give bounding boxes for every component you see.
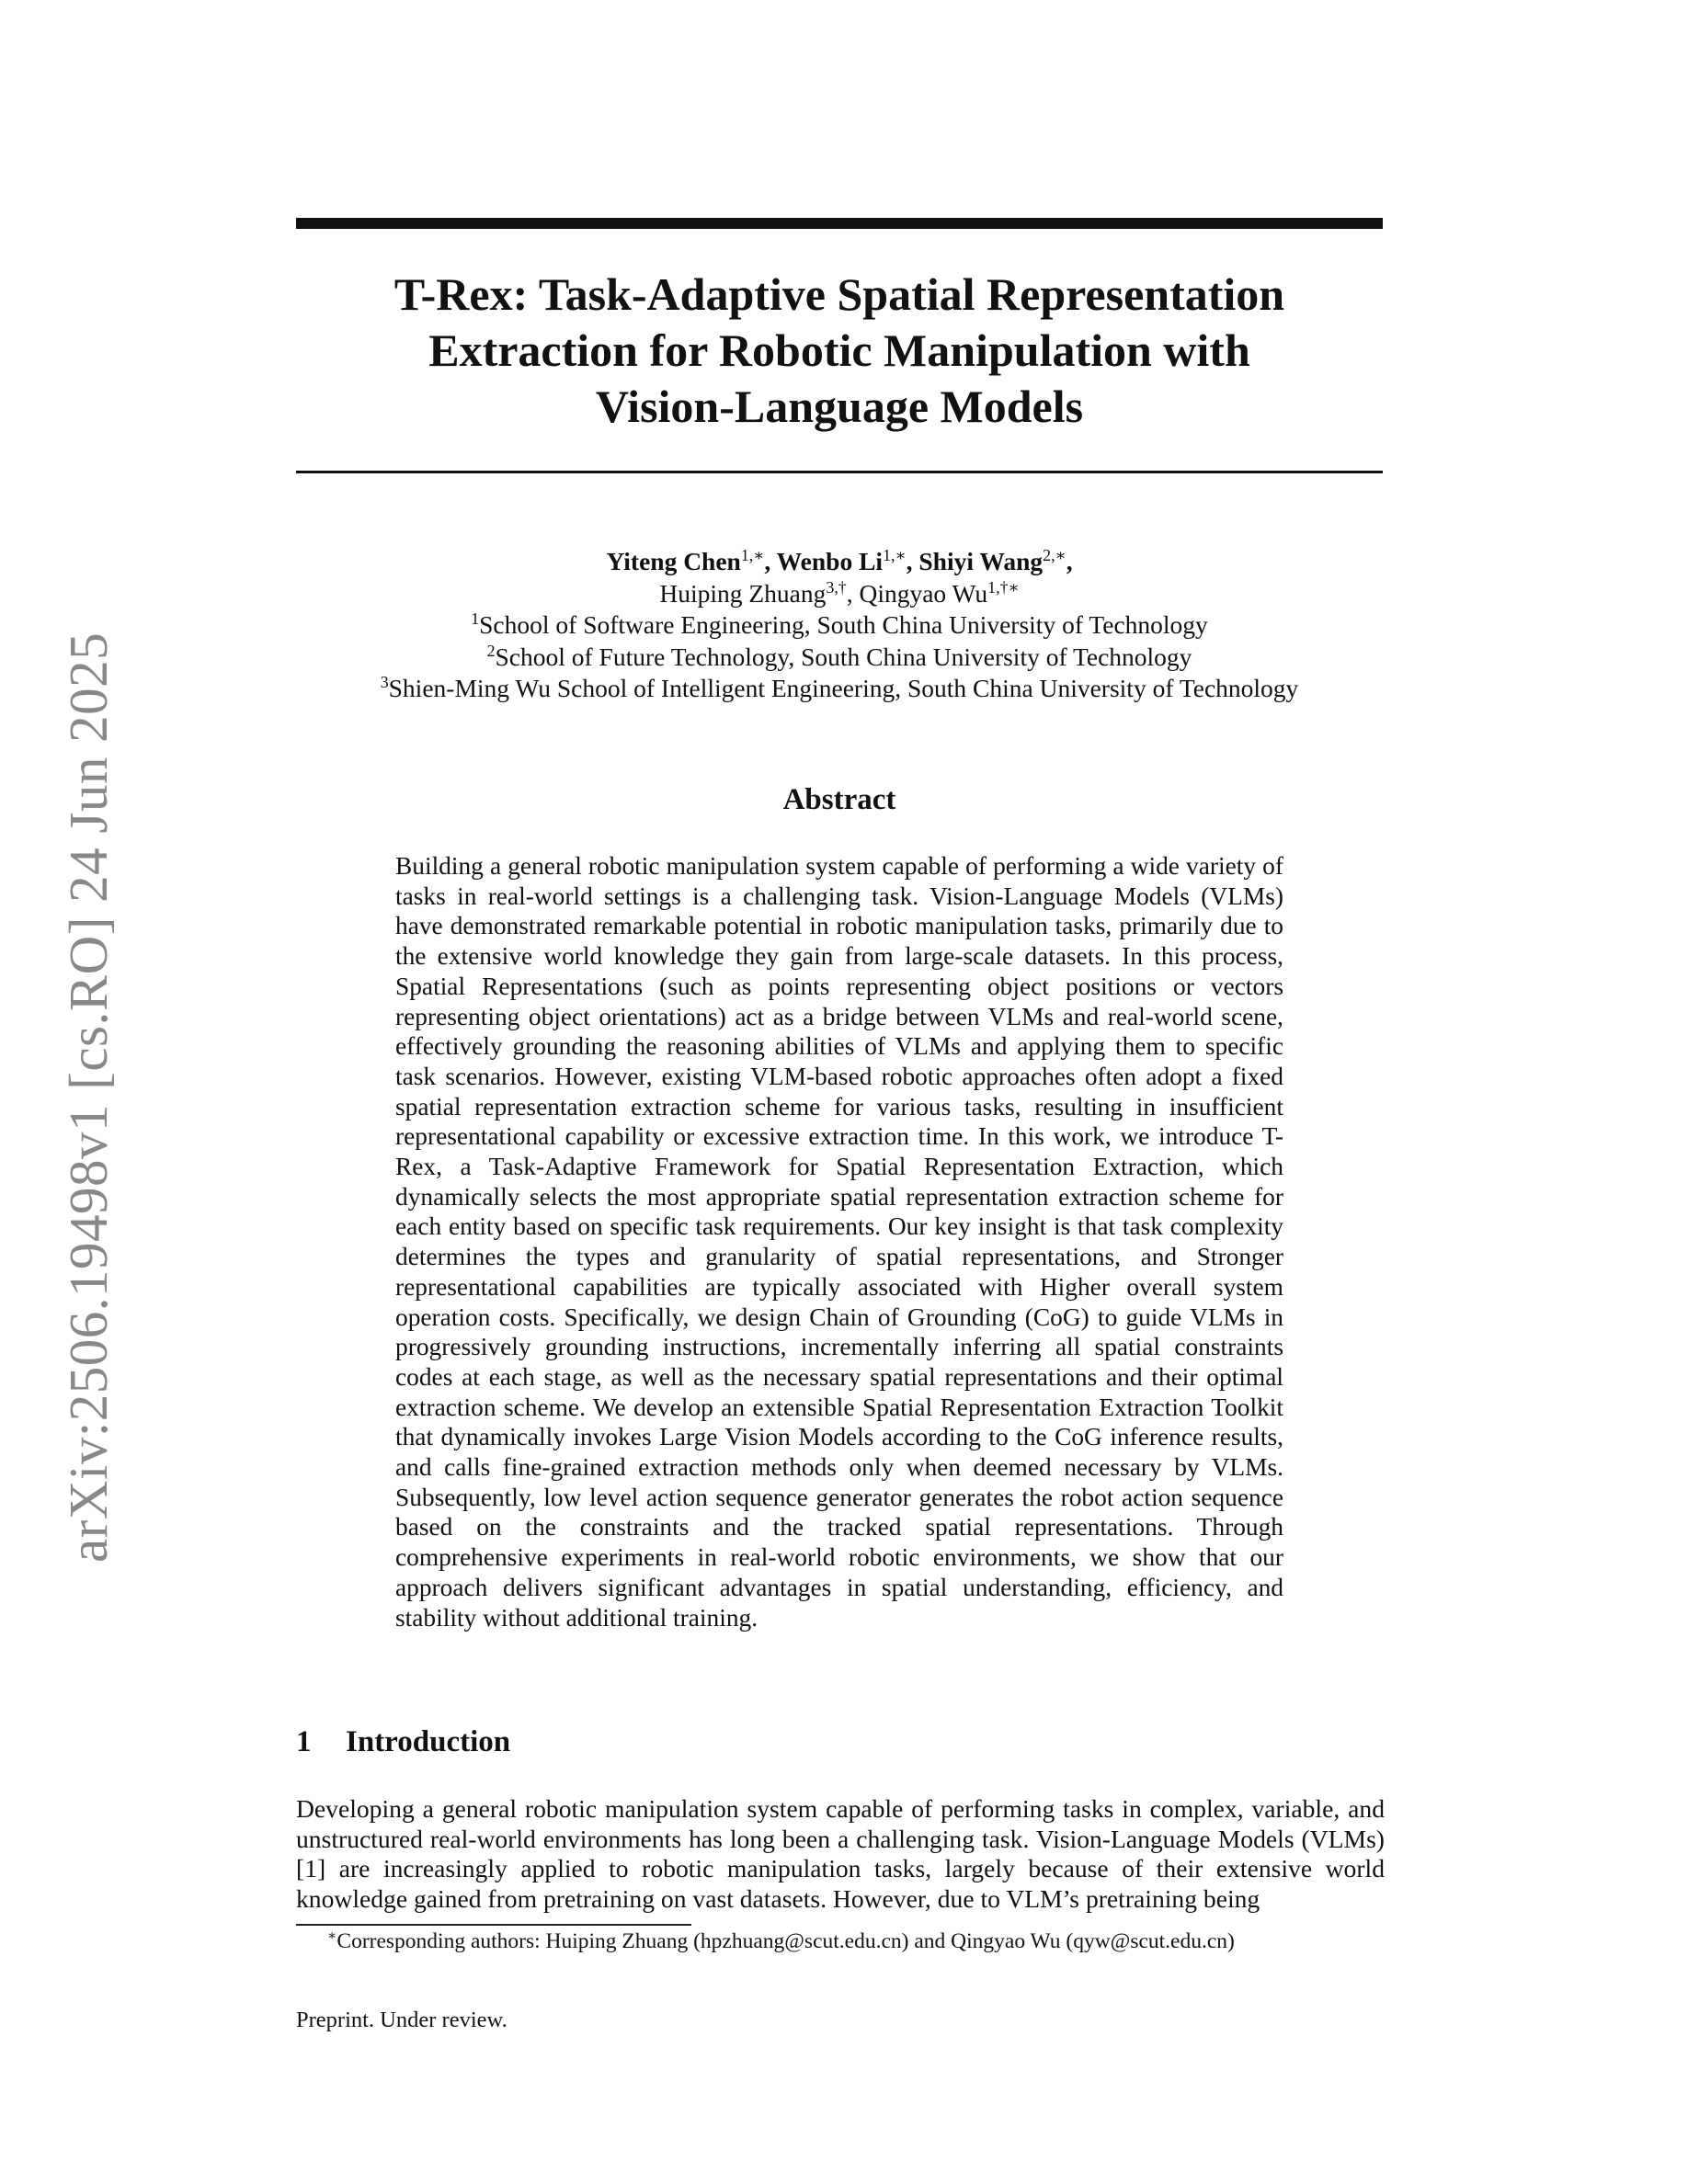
affiliation-text: School of Future Technology, South China University of Technology: [495, 642, 1192, 671]
author-line: Yiteng Chen$^{1,∗}$, Wenbo $Li^{1,∗}$, Shiyi Wang$^{2,∗}$,: [606, 546, 1073, 575]
affiliation-text: School of Software Engineering, South China University of Technology: [479, 610, 1208, 639]
abstract-body: Building a general robotic manipulation system capable of performing a wide variety of tasks in real-world settings is a challenging task. Vision-Language Models (VLMs) have demonstrated remarkable potential in robotic manipulation tasks, primarily due to the extensive world knowledge they gain from large-scale datasets. In this process, Spatial Representations (such as points representing object positions or vectors representing object orientations) act as a bridge between VLMs and real-world scene, effectively grounding the reasoning abilities of VLMs and applying them to specific task scenarios. However, existing VLM-based robotic approaches often adopt a fixed spatial representation extraction scheme for various tasks, resulting in insufficient representational capability or excessive extraction time. In this work, we introduce T-Rex, a Task-Adaptive Framework for Spatial Representation Extraction, which dynamically selects the most appropriate spatial representation extraction scheme for each entity based on specific task requirements. Our key insight is that task complexity determines the types and granularity of spatial representations, and Stronger representational capabilities are typically associated with Higher overall system operation costs. Specifically, we design Chain of Grounding (CoG) to guide VLMs in progressively grounding instructions, incrementally inferring all spatial constraints codes at each stage, as well as the necessary spatial representations and their optimal extraction scheme. We develop an extensible Spatial Representation Extraction Toolkit that dynamically invokes Large Vision Models according to the CoG inference results, and calls fine-grained extraction methods only when deemed necessary by VLMs. Subsequently, low level action sequence generator generates the robot action sequence based on the constraints and the tracked spatial representations. Through comprehensive experiments in real-world robotic environments, we show that our approach delivers significant advantages in spatial understanding, efficiency, and stability without additional training.: [395, 852, 1283, 1632]
footnote-text: Corresponding authors: Huiping Zhuang (hpzhuang@scut.edu.cn) and Qingyao Wu (qyw@scut.edu.cn): [336, 1929, 1235, 1953]
title-line: Extraction for Robotic Manipulation with: [428, 324, 1250, 376]
author-name: Huiping Zhuang: [659, 578, 827, 608]
affiliation: [296, 642, 1383, 674]
footnote: [327, 1929, 1235, 1954]
author-affiliation-mark: 1,†∗: [987, 577, 1020, 597]
footnote-rule: [296, 1924, 691, 1926]
title-line: Vision-Language Models: [595, 381, 1084, 432]
title-top-rule: [296, 218, 1383, 229]
section-title: Introduction: [346, 1725, 511, 1758]
author-affiliation-mark: 1,∗: [740, 546, 765, 565]
author-name: Qingyao Wu: [859, 578, 988, 608]
affiliation-text: Shien-Ming Wu School of Intelligent Engineering, South China University of Technology: [388, 674, 1299, 702]
author-name: Wenbo Li: [776, 547, 884, 575]
author-affiliation-mark: 2,∗: [1043, 546, 1066, 565]
affiliation: [296, 609, 1383, 642]
author-affiliation-mark: 1,∗: [883, 546, 907, 565]
introduction-paragraph: Developing a general robotic manipulation system capable of performing tasks in complex, variable, and unstructured real-world environments has long been a challenging task. Vision-Language Models (VLMs)[1] are increasingly applied to robotic manipulation tasks, largely because of their extensive world knowledge gained from pretraining on vast datasets. However, due to VLM’s pretraining being: [296, 1794, 1385, 1914]
title-line: T-Rex: Task-Adaptive Spatial Representation: [393, 268, 1285, 320]
affiliation-number: 2: [486, 641, 496, 660]
footnote-mark: ∗: [327, 1928, 337, 1944]
author-block: [296, 546, 1383, 705]
author-name: Shiyi Wang: [918, 547, 1044, 575]
affiliation-number: 1: [471, 609, 480, 629]
author-affiliation-mark: 3,†: [826, 577, 847, 597]
arxiv-identifier: arXiv:2506.19498v1 [cs.RO] 24 Jun 2025: [58, 631, 119, 1563]
affiliation: [296, 673, 1383, 705]
author-line: Huiping Zhuang$^{3,\dagger}$, Qingyao $Wu^{1,\dagger∗}$: [659, 577, 1020, 608]
author-name: Yiteng Chen: [606, 547, 741, 575]
section-heading-introduction: [296, 1725, 510, 1759]
paper-title: [296, 267, 1383, 435]
title-bottom-rule: [296, 471, 1383, 473]
abstract-heading: Abstract: [782, 783, 896, 816]
affiliation-number: 3: [380, 673, 389, 692]
preprint-note: Preprint. Under review.: [296, 2008, 508, 2032]
section-number: 1: [296, 1725, 312, 1758]
